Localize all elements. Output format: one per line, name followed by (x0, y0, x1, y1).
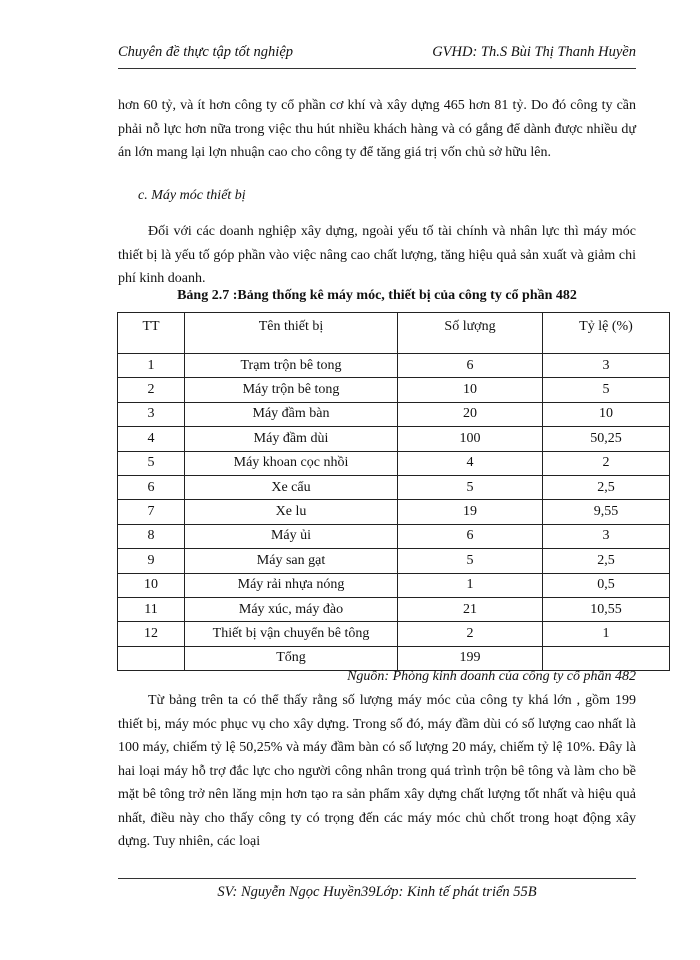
footer-rule (118, 878, 636, 879)
cell-equipment: Máy san gạt (185, 549, 398, 573)
cell-quantity: 21 (398, 597, 543, 621)
cell-percent: 5 (543, 378, 670, 402)
table-row (118, 451, 670, 475)
header-title: Chuyên đề thực tập tốt nghiệp (118, 44, 294, 60)
cell-index: 7 (118, 500, 185, 524)
cell-index: 11 (118, 597, 185, 621)
cell-percent: 2,5 (543, 549, 670, 573)
cell-equipment: Máy trộn bê tong (185, 378, 398, 402)
cell-equipment: Máy đầm bàn (185, 402, 398, 426)
cell-total-label: Tổng (185, 646, 398, 670)
cell-equipment: Máy đầm dùi (185, 427, 398, 451)
table-row (118, 354, 670, 378)
cell-equipment: Xe cẩu (185, 475, 398, 499)
cell-index: 8 (118, 524, 185, 548)
cell-quantity: 5 (398, 475, 543, 499)
cell-index: 12 (118, 622, 185, 646)
cell-index (118, 646, 185, 670)
cell-percent: 3 (543, 354, 670, 378)
cell-quantity: 6 (398, 524, 543, 548)
column-header: Tên thiết bị (185, 313, 398, 354)
column-header: TT (118, 313, 185, 354)
cell-index: 2 (118, 378, 185, 402)
cell-index: 4 (118, 427, 185, 451)
cell-percent: 2 (543, 451, 670, 475)
cell-percent: 3 (543, 524, 670, 548)
cell-quantity: 1 (398, 573, 543, 597)
table-row (118, 500, 670, 524)
table-row (118, 427, 670, 451)
cell-equipment: Máy xúc, máy đào (185, 597, 398, 621)
cell-percent: 10 (543, 402, 670, 426)
cell-quantity: 20 (398, 402, 543, 426)
table-row (118, 549, 670, 573)
cell-equipment: Máy rải nhựa nóng (185, 573, 398, 597)
cell-quantity: 2 (398, 622, 543, 646)
table-row (118, 378, 670, 402)
cell-equipment: Xe lu (185, 500, 398, 524)
table-source: Nguồn: Phòng kinh doanh của công ty cổ phần 482 (347, 669, 636, 684)
table-row (118, 402, 670, 426)
table-row (118, 597, 670, 621)
paragraph-1: hơn 60 tỷ, và ít hơn công ty cổ phần cơ khí và xây dựng 465 hơn 81 tỷ. Do đó công ty cần phải nỗ lực hơn nữa trong việc thu hút nhiều khách hàng và có gắng để dành được nhiều dự án lớn mang lại lợn nhuận cao cho công ty để tăng giá trị vốn chủ sở hữu lên. (118, 98, 636, 160)
table-total-row (118, 646, 670, 670)
paragraph-2: Đối với các doanh nghiệp xây dựng, ngoài yếu tố tài chính và nhân lực thì máy móc thiết bị là yếu tố góp phần vào việc nâng cao chất lượng, tăng hiệu quả sản xuất và giảm chi phí kinh doanh. (118, 224, 636, 286)
equipment-table (117, 312, 670, 671)
cell-index: 10 (118, 573, 185, 597)
cell-total-quantity: 199 (398, 646, 543, 670)
table-row (118, 475, 670, 499)
cell-equipment: Thiết bị vận chuyển bê tông (185, 622, 398, 646)
table-row (118, 524, 670, 548)
table-caption: Bảng 2.7 :Bảng thống kê máy móc, thiết bị của công ty cổ phần 482 (177, 288, 577, 303)
cell-index: 3 (118, 402, 185, 426)
column-header: Tỷ lệ (%) (543, 313, 670, 354)
cell-index: 6 (118, 475, 185, 499)
table-row (118, 573, 670, 597)
section-heading: c. Máy móc thiết bị (138, 188, 246, 203)
column-header: Số lượng (398, 313, 543, 354)
header-rule (118, 68, 636, 69)
header-supervisor: GVHD: Th.S Bùi Thị Thanh Huyền (432, 44, 636, 60)
cell-quantity: 6 (398, 354, 543, 378)
cell-equipment: Máy khoan cọc nhồi (185, 451, 398, 475)
cell-percent: 10,55 (543, 597, 670, 621)
cell-percent: 2,5 (543, 475, 670, 499)
cell-index: 1 (118, 354, 185, 378)
cell-percent: 9,55 (543, 500, 670, 524)
table-header-row (118, 313, 670, 354)
cell-percent: 50,25 (543, 427, 670, 451)
cell-percent (543, 646, 670, 670)
cell-quantity: 4 (398, 451, 543, 475)
cell-index: 9 (118, 549, 185, 573)
cell-quantity: 100 (398, 427, 543, 451)
page-footer: SV: Nguyễn Ngọc Huyền39Lớp: Kinh tế phát triển 55B (217, 884, 537, 900)
cell-equipment: Trạm trộn bê tong (185, 354, 398, 378)
cell-percent: 1 (543, 622, 670, 646)
cell-index: 5 (118, 451, 185, 475)
cell-percent: 0,5 (543, 573, 670, 597)
cell-quantity: 19 (398, 500, 543, 524)
cell-equipment: Máy ủi (185, 524, 398, 548)
cell-quantity: 10 (398, 378, 543, 402)
table-row (118, 622, 670, 646)
paragraph-3: Từ bảng trên ta có thể thấy rằng số lượng máy móc của công ty khá lớn , gồm 199 thiết bị, máy móc phục vụ cho xây dựng. Trong số đó, máy đầm dùi có số lượng cao nhất là 100 máy, chiếm tỷ lệ 50,25% và máy đầm bàn có số lượng 20 máy, chiếm tỷ lệ 10%. Đây là hai loại máy hỗ trợ đắc lực cho người công nhân trong quá trình trộn bê tông và làm cho bề mặt bê tông trở nên lăng mịn hơn tạo ra sản phẩm xây dựng chất lượng tốt nhất và hiệu quả nhất, điều này cho thấy công ty có trọng đến các máy móc chủ chốt trong hoạt động xây dựng. Tuy nhiên, các loại (118, 693, 636, 849)
cell-quantity: 5 (398, 549, 543, 573)
